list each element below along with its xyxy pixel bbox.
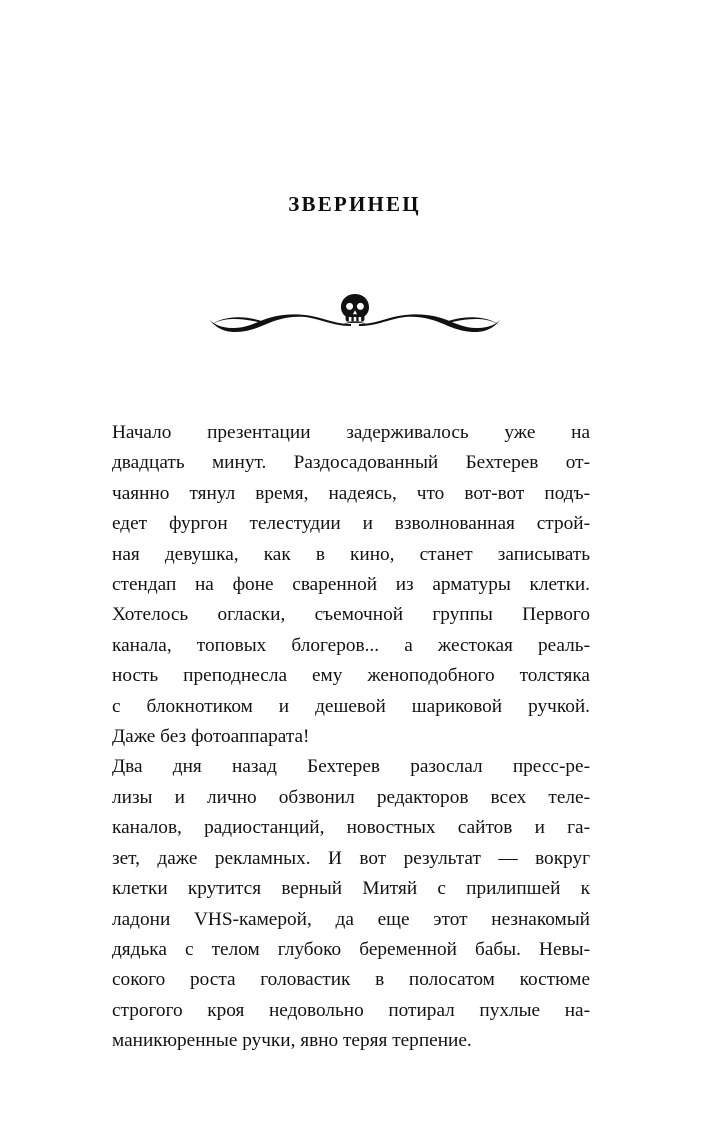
text-line: стендап на фоне сваренной из арматуры клетки. (112, 574, 590, 596)
text-line: едет фургон телестудии и взволнованная строй- (112, 513, 590, 535)
skull-flourish-ornament (0, 280, 709, 358)
text-line: сокого роста головастик в полосатом костюме (112, 969, 590, 991)
text-line: клетки крутится верный Митяй с прилипшей к (112, 878, 590, 900)
text-line: Хотелось огласки, съемочной группы Первого (112, 604, 590, 626)
text-line: зет, даже рекламных. И вот результат — вокруг (112, 847, 590, 869)
text-line: строгого кроя недовольно потирал пухлые на- (112, 999, 590, 1021)
text-line: маникюренные ручки, явно теряя терпение. (112, 1030, 472, 1052)
text-line: канала, топовых блогеров... а жестокая реаль- (112, 634, 590, 656)
text-line: дядька с телом глубоко беременной бабы. Невы- (112, 938, 590, 960)
text-line: Начало презентации задерживалось уже на (112, 422, 590, 443)
body-text (84, 418, 590, 1057)
text-line: каналов, радиостанций, новостных сайтов и га- (112, 817, 590, 839)
paragraph (84, 752, 590, 1056)
paragraph (84, 418, 590, 752)
text-line: двадцать минут. Раздосадованный Бехтерев от- (112, 452, 590, 474)
text-line: ладони VHS-камерой, да еще этот незнакомый (112, 908, 590, 930)
text-line: Даже без фотоаппарата! (112, 726, 310, 748)
text-line: с блокнотиком и дешевой шариковой ручкой. (112, 695, 590, 717)
text-line: ность преподнесла ему женоподобного толстяка (112, 665, 590, 687)
text-line: ная девушка, как в кино, станет записывать (112, 543, 590, 565)
text-line: чаянно тянул время, надеясь, что вот-вот подъ- (112, 482, 590, 504)
text-line: Два дня назад Бехтерев разослал пресс-ре- (112, 756, 590, 778)
page-title: ЗВЕРИНЕЦ (288, 192, 421, 216)
text-line: лизы и лично обзвонил редакторов всех теле- (112, 786, 590, 808)
